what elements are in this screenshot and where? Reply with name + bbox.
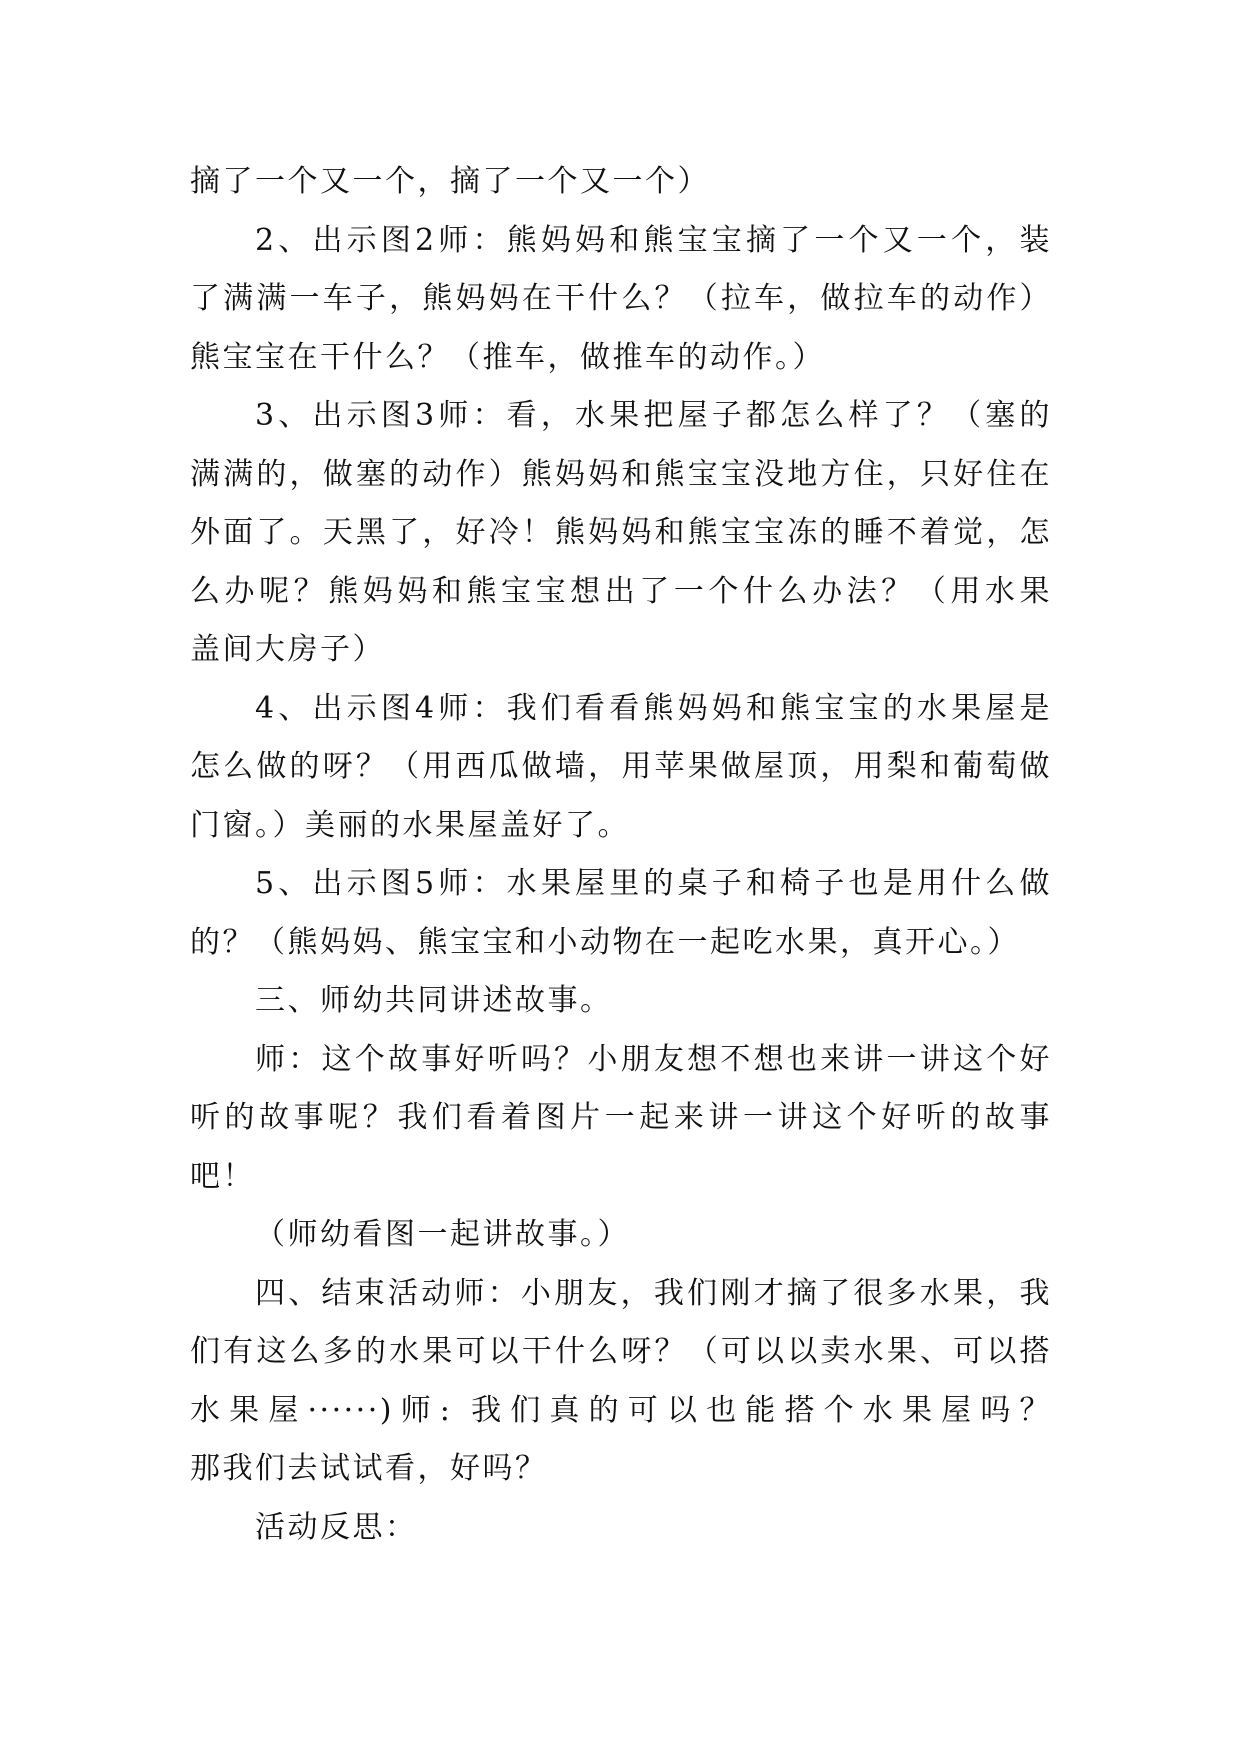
text-line: 满满的，做塞的动作）熊妈妈和熊宝宝没地方住，只好住在 [190,456,1052,492]
text-line: 师：这个故事好听吗？小朋友想不想也来讲一讲这个好 [255,1041,1052,1077]
text-line: 熊宝宝在干什么？（推车，做推车的动作。） [190,339,825,375]
text-line: 三、师幼共同讲述故事。 [255,983,613,1018]
text-line: 活动反思： [255,1509,418,1545]
section-4-paragraph [190,1265,1052,1499]
text-line: 怎么做的呀？（用西瓜做墙，用苹果做屋顶，用梨和葡萄做 [190,749,1052,784]
text-line: 4、出示图4师：我们看看熊妈妈和熊宝宝的水果屋是 [255,690,1052,726]
text-line: （师幼看图一起讲故事。） [255,1217,630,1252]
activity-note-paragraph [190,1206,1052,1265]
text-line: 听的故事呢？我们看着图片一起来讲一讲这个好听的故事 [190,1100,1052,1135]
step-4-paragraph [190,680,1052,856]
step-2-paragraph [190,212,1052,388]
text-line: 盖间大房子） [190,632,385,667]
document-body [190,153,1052,1557]
step-5-paragraph [190,855,1052,972]
text-line: 门窗。）美丽的水果屋盖好了。 [190,807,630,843]
step-3-paragraph [190,387,1052,680]
text-line: 3、出示图3师：看，水果把屋子都怎么样了？（塞的 [255,398,1052,433]
text-line: 水果屋······)师: 我们真的可以也能搭个水果屋吗？ [190,1392,1052,1428]
text-line: 的？（熊妈妈、熊宝宝和小动物在一起吃水果，真开心。） [190,924,1020,960]
text-line: 们有这么多的水果可以干什么呀？（可以以卖水果、可以搭 [190,1334,1052,1369]
text-line: 么办呢？熊妈妈和熊宝宝想出了一个什么办法？（用水果 [190,573,1052,609]
text-line: 那我们去试试看，好吗？ [190,1451,548,1486]
text-line: 5、出示图5师：水果屋里的桌子和椅子也是用什么做 [255,866,1052,901]
text-line: 吧！ [190,1158,255,1194]
section-3-heading [190,972,1052,1031]
text-line: 了满满一车子，熊妈妈在干什么？（拉车，做拉车的动作） [190,281,1052,316]
text-line: 外面了。天黑了，好冷！熊妈妈和熊宝宝冻的睡不着觉，怎 [190,515,1052,550]
teacher-prompt-paragraph [190,1031,1052,1207]
text-line: 2、出示图2师：熊妈妈和熊宝宝摘了一个又一个，装 [255,222,1052,258]
text-line: 摘了一个又一个，摘了一个又一个） [190,164,710,199]
text-line: 四、结束活动师：小朋友，我们刚才摘了很多水果，我 [255,1275,1052,1311]
reflection-heading [190,1499,1052,1558]
paragraph-continuation [190,153,1052,212]
